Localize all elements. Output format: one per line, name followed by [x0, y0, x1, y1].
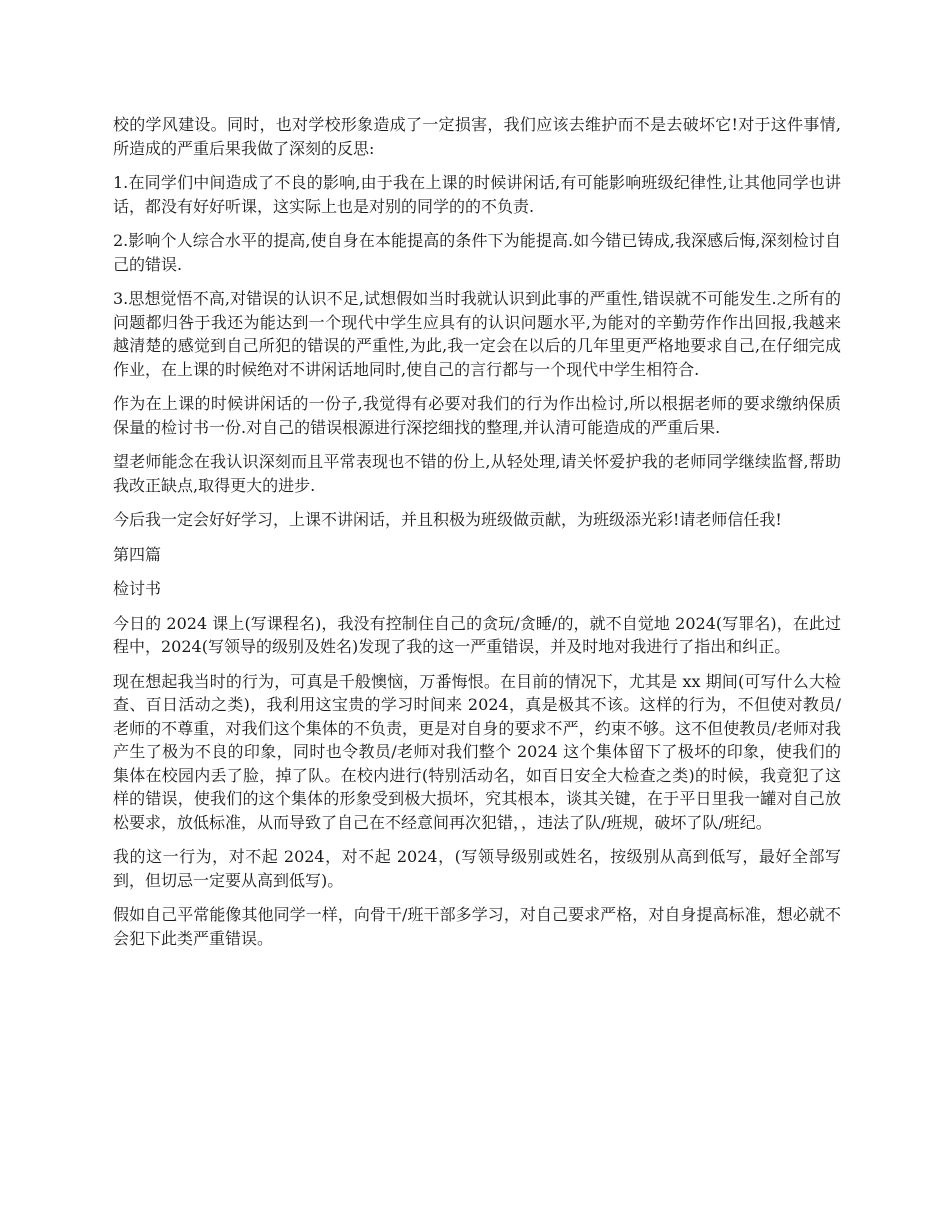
paragraph-4: 3.思想觉悟不高,对错误的认识不足,试想假如当时我就认识到此事的严重性,错误就不可能发生.之所有的问题都归咎于我还为能达到一个现代中学生应具有的认识问题水平,为能对的辛勤劳作作出回报,我越来越清楚的感觉到自己所犯的错误的严重性,为此,我一定会在以后的几年里更严格地要求自己,在仔细完成作业，在上课的时候绝对不讲闲话地同时,使自己的言行都与一个现代中学生相符合. — [113, 289, 841, 379]
paragraph-7: 今后我一定会好好学习，上课不讲闲话，并且积极为班级做贡献，为班级添光彩!请老师信任我! — [113, 510, 782, 529]
paragraph-5: 作为在上课的时候讲闲话的一份子,我觉得有必要对我们的行为作出检讨,所以根据老师的要求缴纳保质保量的检讨书一份.对自己的错误根源进行深挖细找的整理,并认清可能造成的严重后果. — [113, 394, 841, 437]
paragraph-1: 校的学风建设。同时，也对学校形象造成了一定损害，我们应该去维护而不是去破坏它!对于这件事情,所造成的严重后果我做了深刻的反思: — [113, 115, 841, 158]
paragraph-11: 假如自己平常能像其他同学一样，向骨干/班干部多学习，对自己要求严格，对自身提高标准，想必就不会犯下此类严重错误。 — [113, 905, 841, 948]
paragraph-3: 2.影响个人综合水平的提高,使自身在本能提高的条件下为能提高.如今错已铸成,我深感后悔,深刻检讨自己的错误. — [113, 231, 841, 274]
paragraph-8: 今日的 2024 课上(写课程名)，我没有控制住自己的贪玩/贪睡/的，就不自觉地 2024(写罪名)，在此过程中，2024(写领导的级别及姓名)发现了我的这一严重错误，并及时地对我进行了指出和纠正。 — [113, 613, 841, 656]
paragraph-6: 望老师能念在我认识深刻而且平常表现也不错的份上,从轻处理,请关怀爱护我的老师同学继续监督,帮助我改正缺点,取得更大的进步. — [113, 452, 841, 495]
paragraph-2: 1.在同学们中间造成了不良的影响,由于我在上课的时候讲闲话,有可能影响班级纪律性,让其他同学也讲话，都没有好好听课，这实际上也是对别的同学的的不负责. — [113, 173, 841, 216]
document-body — [113, 113, 841, 961]
paragraph-10: 我的这一行为，对不起 2024，对不起 2024，(写领导级别或姓名，按级别从高到低写，最好全部写到，但切忌一定要从高到低写)。 — [113, 847, 841, 890]
section-heading: 第四篇 — [113, 544, 162, 564]
paragraph-9: 现在想起我当时的行为，可真是千般懊恼，万番悔恨。在目前的情况下，尤其是 xx 期间(可写什么大检查、百日活动之类)，我利用这宝贵的学习时间来 2024，真是极其不该。这样的行为，不但使对教员/老师的不尊重，对我们这个集体的不负责，更是对自身的要求不严，约束不够。这不但使教员/老师对我产生了极为不良的印象，同时也令教员/老师对我们整个 2024 这个集体留下了极坏的印象，使我们的集体在校园内丢了脸，掉了队。在校内进行(特别活动名，如百日安全大检查之类)的时候，我竟犯了这样的错误，使我们的这个集体的形象受到极大损坏，究其根本，谈其关键，在于平日里我一罐对自己放松要求，放低标准，从而导致了自己在不经意间再次犯错，，违法了队/班规，破坏了队/班纪。 — [113, 671, 841, 832]
document-title: 检讨书 — [113, 579, 162, 598]
